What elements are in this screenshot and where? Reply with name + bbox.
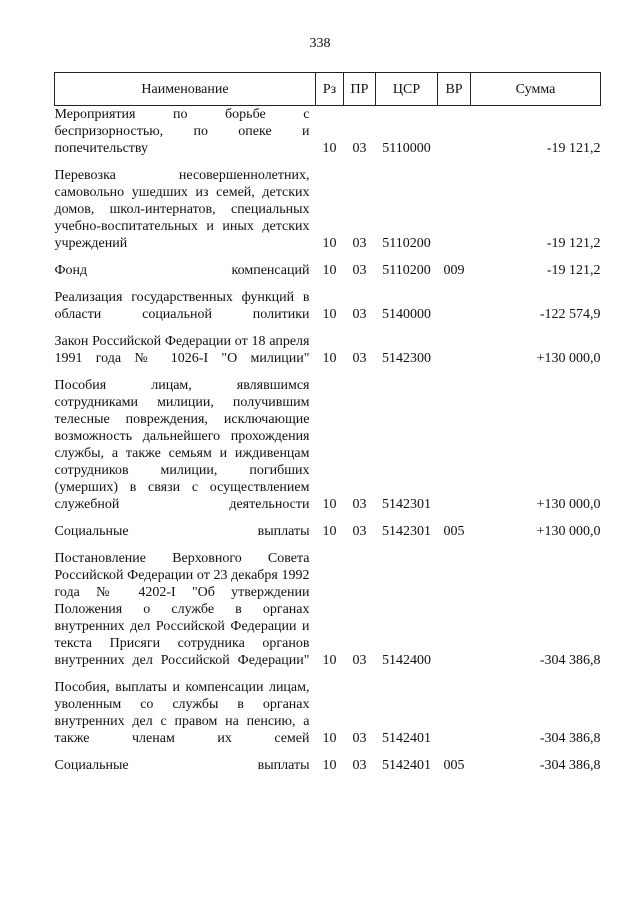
row-sum: -19 121,2 [546,141,601,156]
row-rz: 10 [322,497,337,512]
row-name: Фонд компенсаций [54,263,310,278]
row-pr: 03 [352,497,367,512]
row-csr: 5142400 [382,653,431,668]
row-sum: +130 000,0 [536,497,601,512]
row-sum: -122 574,9 [539,307,601,322]
row-name: Пособия лицам, являвшимся сотрудниками милиции, получившим телесные повреждения, исключающие возможность дальнейшего прохождения службы, а также семьям и иждивенцам сотрудников милиции, погибших (умерших) в связи с осуществлением служебной деятельности [54,378,310,512]
row-csr: 5110200 [382,263,431,278]
header-vr: ВР [438,73,471,106]
table-row [55,167,601,252]
row-rz: 10 [322,524,337,539]
row-name: Перевозка несовершеннолетних, самовольно ушедших из семей, детских домов, школ-интернатов, специальных учебно-воспитательных и иных детских учреждений [54,168,310,251]
table-row [55,377,601,513]
table-row [55,262,601,279]
row-sum: +130 000,0 [536,351,601,366]
row-pr: 03 [352,236,367,251]
table-body [55,106,601,775]
row-vr [438,679,471,747]
row-vr [438,167,471,252]
budget-table [54,72,601,774]
header-sum: Сумма [471,73,601,106]
row-name: Реализация государственных функций в области социальной политики [54,290,310,322]
row-csr: 5140000 [382,307,431,322]
row-sum: -304 386,8 [539,653,601,668]
table-row [55,523,601,540]
row-rz: 10 [322,263,337,278]
row-vr: 005 [443,758,465,773]
table-row [55,106,601,158]
table-row [55,679,601,747]
row-csr: 5110200 [382,236,431,251]
table-row [55,289,601,323]
row-csr: 5142300 [382,351,431,366]
table-row [55,550,601,669]
row-csr: 5142301 [382,524,431,539]
row-pr: 03 [352,263,367,278]
row-vr [438,333,471,367]
row-pr: 03 [352,653,367,668]
row-sum: -19 121,2 [546,263,601,278]
row-csr: 5142401 [382,758,431,773]
page-number: 338 [309,36,331,51]
row-name: Социальные выплаты [54,758,310,773]
row-pr: 03 [352,731,367,746]
table-header [55,73,601,106]
row-pr: 03 [352,758,367,773]
row-csr: 5110000 [382,141,431,156]
row-pr: 03 [352,141,367,156]
row-pr: 03 [352,351,367,366]
header-pr: ПР [344,73,376,106]
row-rz: 10 [322,236,337,251]
table-row [55,333,601,367]
row-rz: 10 [322,141,337,156]
row-vr [438,106,471,158]
row-name: Социальные выплаты [54,524,310,539]
row-name: Мероприятия по борьбе с беспризорностью, по опеке и попечительству [54,107,310,156]
row-vr: 009 [443,263,465,278]
table-row [55,757,601,774]
row-csr: 5142401 [382,731,431,746]
header-rz: Рз [316,73,344,106]
row-pr: 03 [352,524,367,539]
row-name: Постановление Верховного Совета Российской Федерации от 23 декабря 1992 года № 4202-I "Об утверждении Положения о службе в органах внутренних дел Российской Федерации и текста Присяги сотрудника органов внутренних дел Российской Федерации" [54,551,310,668]
row-vr [438,289,471,323]
header-csr: ЦСР [376,73,438,106]
row-sum: -304 386,8 [539,731,601,746]
row-vr [438,550,471,669]
row-csr: 5142301 [382,497,431,512]
row-sum: -19 121,2 [546,236,601,251]
row-rz: 10 [322,307,337,322]
row-rz: 10 [322,351,337,366]
row-rz: 10 [322,653,337,668]
row-rz: 10 [322,758,337,773]
row-rz: 10 [322,731,337,746]
row-sum: +130 000,0 [536,524,601,539]
row-vr [438,377,471,513]
row-pr: 03 [352,307,367,322]
row-name: Закон Российской Федерации от 18 апреля 1991 года № 1026-I "О милиции" [54,334,310,366]
row-name: Пособия, выплаты и компенсации лицам, уволенным со службы в органах внутренних дел с правом на пенсию, а также членам их семей [54,680,310,746]
row-sum: -304 386,8 [539,758,601,773]
header-name: Наименование [55,73,316,106]
row-vr: 005 [443,524,465,539]
